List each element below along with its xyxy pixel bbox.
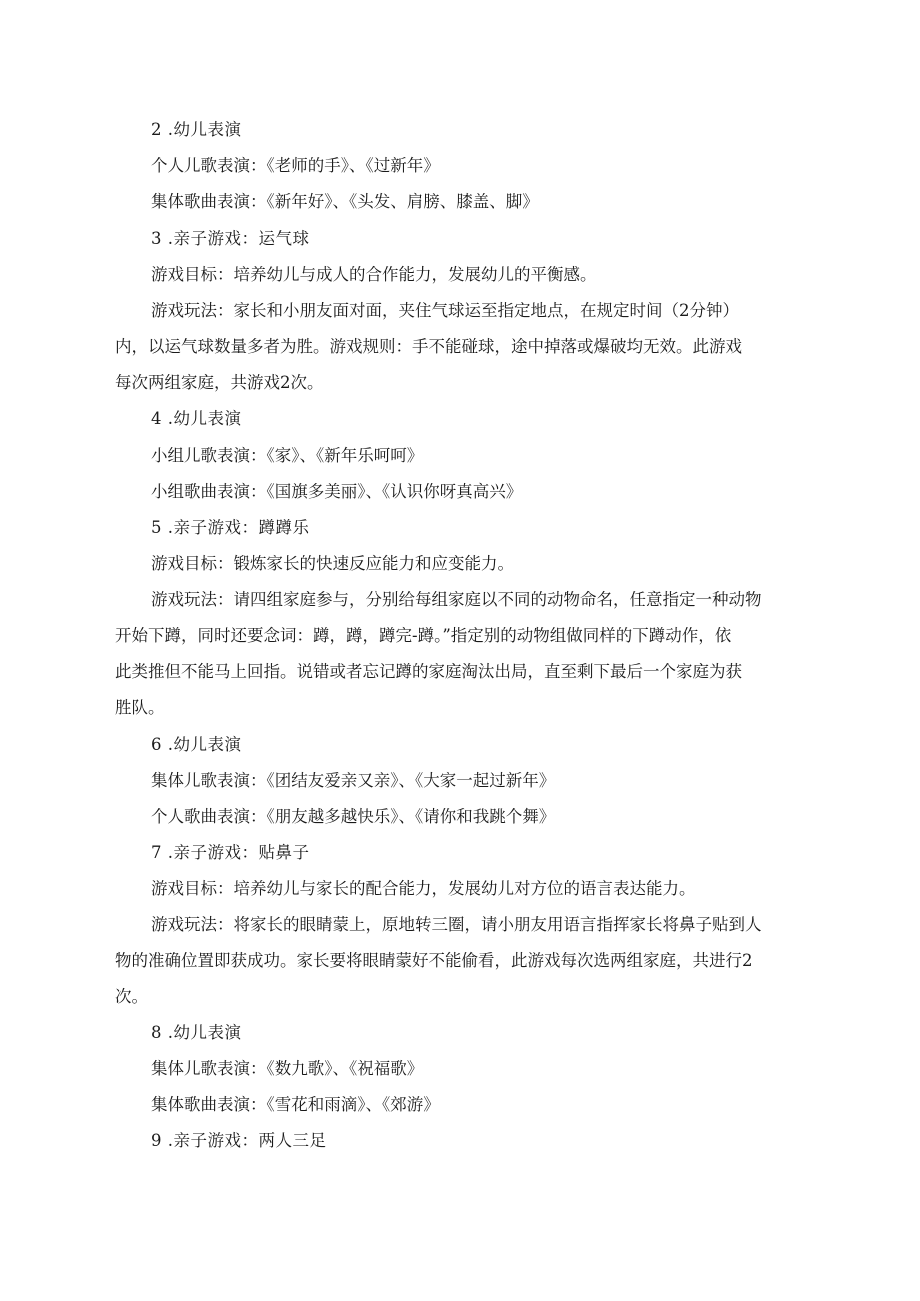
body-line-continued: 物的准确位置即获成功。家长要将眼睛蒙好不能偷看，此游戏每次选两组家庭，共进行2 xyxy=(115,951,753,970)
body-line: 游戏目标：锻炼家长的快速反应能力和应变能力。 xyxy=(151,554,514,573)
body-line: 游戏玩法：家长和小朋友面对面，夹住气球运至指定地点，在规定时间（2分钟） xyxy=(151,301,739,320)
section-heading-2: 2 .幼儿表演 xyxy=(151,120,242,139)
body-line: 游戏玩法：请四组家庭参与，分别给每组家庭以不同的动物命名，任意指定一种动物 xyxy=(151,590,762,609)
body-line: 小组歌曲表演：《国旗多美丽》、《认识你呀真高兴》 xyxy=(151,482,523,501)
body-line-continued: 每次两组家庭，共游戏2次。 xyxy=(115,373,324,392)
section-heading-9: 9 .亲子游戏：两人三足 xyxy=(151,1131,327,1150)
body-line: 集体歌曲表演：《新年好》、《头发、肩膀、膝盖、脚》 xyxy=(151,192,539,211)
body-line: 集体儿歌表演：《数九歌》、《祝福歌》 xyxy=(151,1059,424,1078)
body-line-continued: 次。 xyxy=(115,987,148,1006)
section-heading-6: 6 .幼儿表演 xyxy=(151,735,242,754)
body-line: 游戏目标：培养幼儿与成人的合作能力，发展幼儿的平衡感。 xyxy=(151,265,597,284)
section-heading-8: 8 .幼儿表演 xyxy=(151,1023,242,1042)
body-line-continued: 开始下蹲，同时还要念词：蹲，蹲，蹲完-蹲。”指定别的动物组做同样的下蹲动作，依 xyxy=(115,626,732,645)
body-line-continued: 胜队。 xyxy=(115,698,165,717)
body-line: 个人儿歌表演：《老师的手》、《过新年》 xyxy=(151,156,440,175)
body-line-continued: 此类推但不能马上回指。说错或者忘记蹲的家庭淘汰出局，直至剩下最后一个家庭为获 xyxy=(115,662,742,681)
section-heading-3: 3 .亲子游戏：运气球 xyxy=(151,229,310,248)
body-line: 小组儿歌表演：《家》、《新年乐呵呵》 xyxy=(151,446,424,465)
section-heading-4: 4 .幼儿表演 xyxy=(151,409,242,428)
section-heading-5: 5 .亲子游戏：蹲蹲乐 xyxy=(151,518,310,537)
body-line: 集体儿歌表演：《团结友爱亲又亲》、《大家一起过新年》 xyxy=(151,771,556,790)
section-heading-7: 7 .亲子游戏：贴鼻子 xyxy=(151,843,310,862)
body-line: 个人歌曲表演：《朋友越多越快乐》、《请你和我跳个舞》 xyxy=(151,807,556,826)
body-line: 游戏目标：培养幼儿与家长的配合能力，发展幼儿对方位的语言表达能力。 xyxy=(151,879,696,898)
body-line-continued: 内，以运气球数量多者为胜。游戏规则：手不能碰球，途中掉落或爆破均无效。此游戏 xyxy=(115,337,742,356)
body-line: 游戏玩法：将家长的眼睛蒙上，原地转三圈，请小朋友用语言指挥家长将鼻子贴到人 xyxy=(151,915,762,934)
body-line: 集体歌曲表演：《雪花和雨滴》、《郊游》 xyxy=(151,1095,440,1114)
